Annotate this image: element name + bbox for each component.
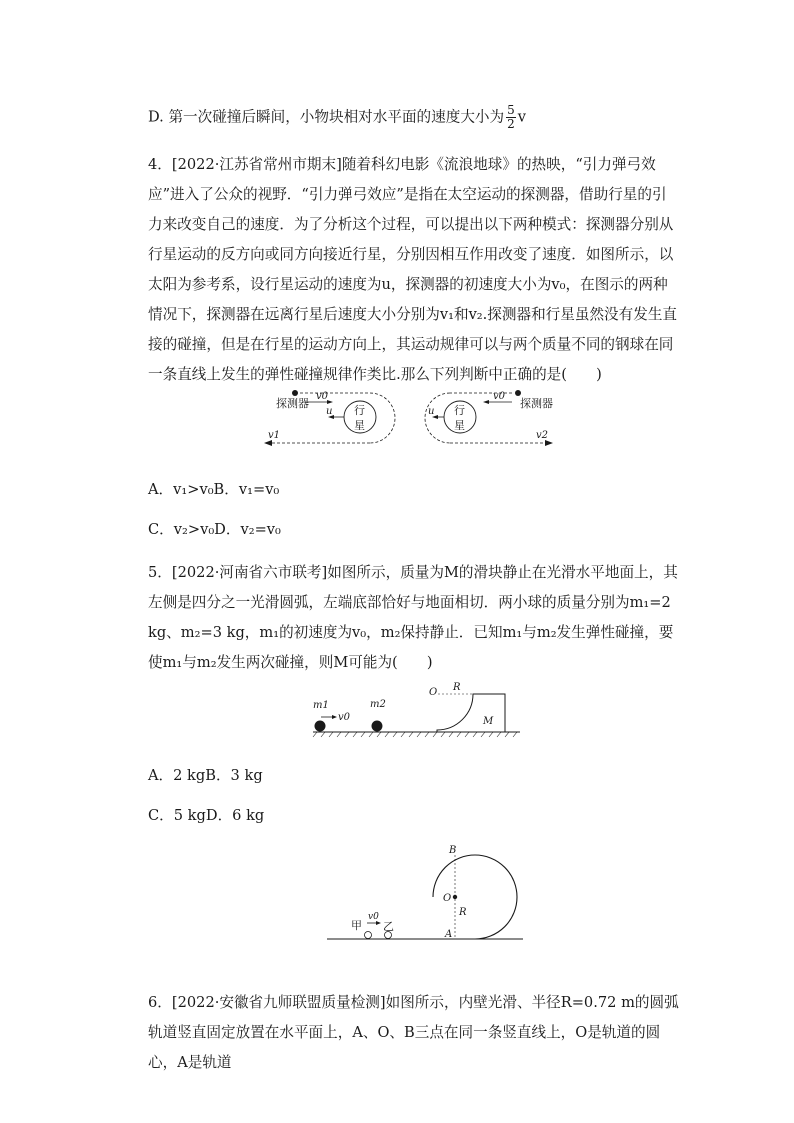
slider-block	[437, 694, 505, 732]
q4-figure	[260, 385, 560, 450]
svg-text:u: u	[326, 406, 333, 417]
v0-label-right: v0	[493, 391, 506, 402]
ball-jia	[365, 932, 372, 939]
svg-text:A: A	[445, 929, 453, 940]
probe-label-left: 探测器	[276, 397, 309, 410]
q5-stem: 5．[2022·河南省六市联考]如图所示，质量为M的滑块静止在光滑水平地面上，其左侧是四分之一光滑圆弧，左端底部恰好与地面相切．两小球的质量分别为m₁=2 kg、m₂=3 kg，m₁的初速度为v₀，m₂保持静止．已知m₁与m₂发生弹性碰撞，要使m₁与m₂发生两次碰撞，则M可能为( )	[148, 564, 678, 671]
q6-stem: 6．[2022·安徽省九师联盟质量检测]如图所示，内壁光滑、半径R=0.72 m的圆弧轨道竖直固定放置在水平面上，A、O、B三点在同一条竖直线上，O是轨道的圆心，A是轨道	[148, 994, 679, 1071]
svg-text:O: O	[443, 893, 452, 904]
svg-text:甲: 甲	[351, 919, 362, 932]
q3-option-d: D. 第一次碰撞后瞬间，小物块相对水平面的速度大小为 $\frac{5}{2}$ v	[148, 103, 527, 131]
svg-text:v0: v0	[338, 712, 351, 723]
svg-text:R: R	[453, 682, 461, 693]
v0-label-left: v0	[316, 391, 329, 402]
svg-text:v0: v0	[368, 912, 379, 922]
ball-m2	[372, 721, 383, 732]
q4-stem: 4．[2022·江苏省常州市期末]随着科幻电影《流浪地球》的热映，“引力弹弓效应”进入了公众的视野．“引力弹弓效应”是指在太空运动的探测器，借助行星的引力来改变自己的速度．为了分析这个过程，可以提出以下两种模式：探测器分别从行星运动的反方向或同方向接近行星，分别因相互作用改变了速度．如图所示，以太阳为参考系，设行星运动的速度为u，探测器的初速度大小为v₀，在图示的两种情况下，探测器在远离行星后速度大小分别为v₁和v₂.探测器和行星虽然没有发生直接的碰撞，但是在行星的运动方向上，其运动规律可以与两个质量不同的钢球在同一条直线上发生的弹性碰撞规律作类比.那么下列判断中正确的是( )	[148, 156, 678, 383]
svg-text:行: 行	[354, 404, 365, 417]
svg-text:行: 行	[454, 404, 465, 417]
svg-text:u: u	[428, 406, 435, 417]
svg-text:星: 星	[454, 419, 465, 432]
q4-options-cd: C．v₂>v₀D．v₂=v₀	[148, 521, 281, 538]
probe-label-right: 探测器	[520, 397, 553, 410]
svg-text:M: M	[483, 716, 494, 727]
v1-label: v1	[268, 430, 281, 441]
fraction: $\frac{5}{2}$	[507, 103, 515, 131]
svg-text:星: 星	[354, 419, 365, 432]
svg-text:R: R	[459, 907, 467, 918]
q5-figure	[305, 680, 525, 740]
ball-m1	[315, 721, 326, 732]
probe-dot-left	[292, 390, 298, 396]
probe-dot-right	[515, 390, 521, 396]
q5-options-cd: C．5 kgD．6 kg	[148, 807, 265, 824]
svg-text:B: B	[449, 845, 457, 856]
v2-label: v2	[536, 430, 549, 441]
q5-options-ab: A．2 kgB．3 kg	[148, 767, 263, 784]
q6-figure	[325, 842, 525, 942]
q4-options-ab: A．v₁>v₀B．v₁=v₀	[148, 481, 280, 498]
svg-text:乙: 乙	[383, 920, 394, 933]
svg-text:m1: m1	[313, 700, 329, 711]
svg-text:m2: m2	[370, 699, 386, 710]
svg-text:O: O	[429, 687, 438, 698]
